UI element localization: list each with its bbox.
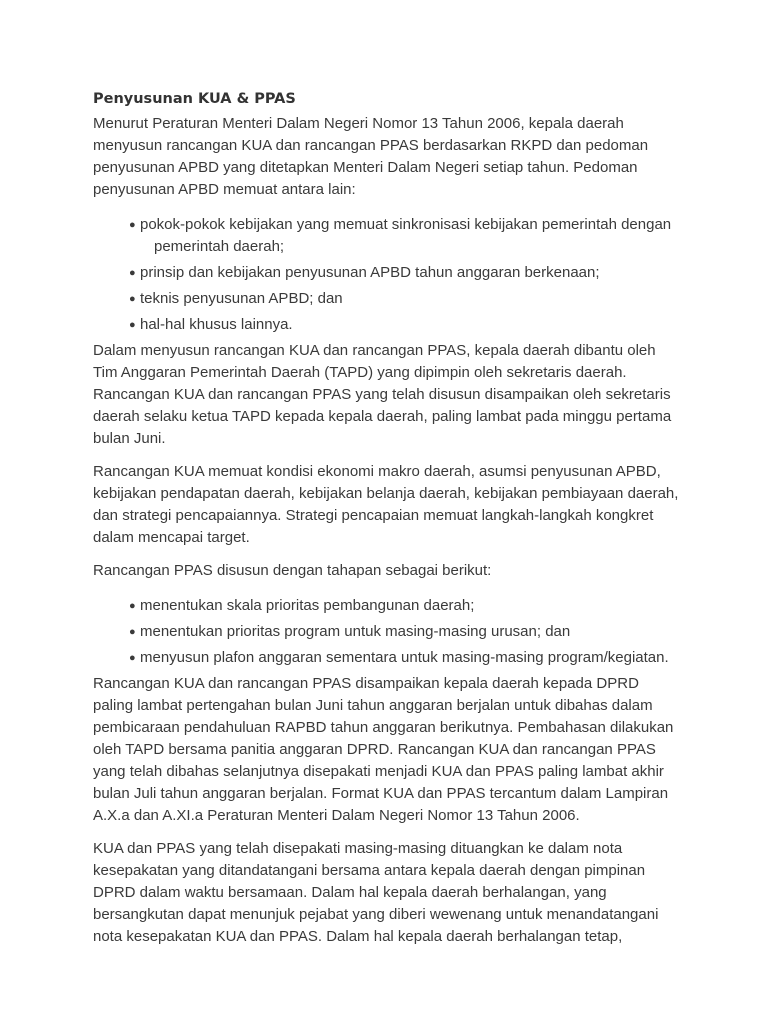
paragraph-submission: Rancangan KUA dan rancangan PPAS disampaikan kepala daerah kepada DPRD paling lambat pertengahan bulan Juni tahun anggaran berjalan untuk dibahas dalam pembicaraan pendahuluan RAPBD tahun anggaran berikutnya. Pembahasan dilakukan oleh TAPD bersama panitia anggaran DPRD. Rancangan KUA dan rancangan PPAS yang telah dibahas selanjutnya disepakati menjadi KUA dan PPAS paling lambat akhir bulan Juli tahun anggaran berjalan. Format KUA dan PPAS tercantum dalam Lampiran A.X.a dan A.XI.a Peraturan Menteri Dalam Negeri Nomor 13 Tahun 2006. [93,675,674,824]
bullet-icon: ● [129,219,136,231]
bullet-icon: ● [129,267,136,279]
list-item [129,595,683,617]
list-item [129,288,683,310]
list-item-text: prinsip dan kebijakan penyusunan APBD tahun anggaran berkenaan; [140,264,600,281]
list-item-text: menyusun plafon anggaran sementara untuk masing-masing program/kegiatan. [140,649,669,666]
list-item [129,647,683,669]
paragraph-ppas-intro: Rancangan PPAS disusun dengan tahapan sebagai berikut: [93,562,492,579]
bullet-icon: ● [129,626,136,638]
list-item-text: hal-hal khusus lainnya. [140,316,293,333]
guideline-list [129,214,683,336]
list-item [129,214,683,258]
paragraph-tapd: Dalam menyusun rancangan KUA dan rancangan PPAS, kepala daerah dibantu oleh Tim Anggaran Pemerintah Daerah (TAPD) yang dipimpin oleh sekretaris daerah. Rancangan KUA dan rancangan PPAS yang telah disusun disampaikan oleh sekretaris daerah selaku ketua TAPD kepada kepala daerah, paling lambat pada minggu pertama bulan Juni. [93,342,672,447]
paragraph-intro: Menurut Peraturan Menteri Dalam Negeri Nomor 13 Tahun 2006, kepala daerah menyusun rancangan KUA dan rancangan PPAS berdasarkan RKPD dan pedoman penyusunan APBD yang ditetapkan Menteri Dalam Negeri setiap tahun. Pedoman penyusunan APBD memuat antara lain: [93,115,649,198]
list-item [129,262,683,284]
paragraph-agreement: KUA dan PPAS yang telah disepakati masing-masing dituangkan ke dalam nota kesepakatan yang ditandatangani bersama antara kepala daerah dengan pimpinan DPRD dalam waktu bersamaan. Dalam hal kepala daerah berhalangan, yang bersangkutan dapat menunjuk pejabat yang diberi wewenang untuk menandatangani nota kesepakatan KUA dan PPAS. Dalam hal kepala daerah berhalangan tetap, [93,840,659,945]
list-item [129,621,683,643]
section-heading: Penyusunan KUA & PPAS [93,91,296,107]
ppas-stage-list [129,595,683,669]
list-item-text-continued: pemerintah daerah; [154,238,285,255]
list-item [129,314,683,336]
bullet-icon: ● [129,652,136,664]
bullet-icon: ● [129,600,136,612]
bullet-icon: ● [129,293,136,305]
list-item-text: menentukan prioritas program untuk masing-masing urusan; dan [140,623,571,640]
paragraph-kua-content: Rancangan KUA memuat kondisi ekonomi makro daerah, asumsi penyusunan APBD, kebijakan pendapatan daerah, kebijakan belanja daerah, kebijakan pembiayaan daerah, dan strategi pencapaiannya. Strategi pencapaian memuat langkah-langkah kongkret dalam mencapai target. [93,463,679,546]
list-item-text: pokok-pokok kebijakan yang memuat sinkronisasi kebijakan pemerintah dengan [140,216,672,233]
bullet-icon: ● [129,319,136,331]
list-item-text: teknis penyusunan APBD; dan [140,290,343,307]
list-item-text: menentukan skala prioritas pembangunan daerah; [140,597,475,614]
document-page [93,88,683,948]
